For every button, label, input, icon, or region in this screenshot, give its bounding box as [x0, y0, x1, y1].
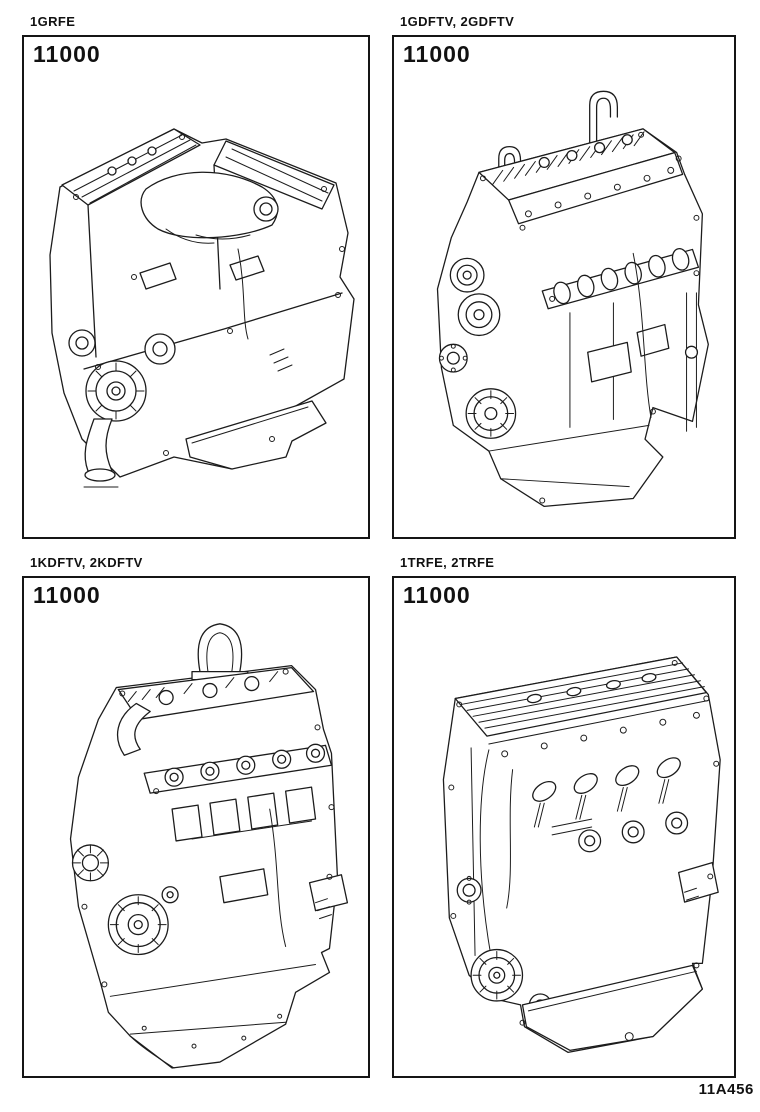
part-number-label: 11000	[403, 41, 471, 67]
part-number-label: 11000	[403, 582, 471, 608]
panel-1kdftv-2kdftv	[22, 553, 370, 1078]
panel-1gdftv-2gdftv	[392, 12, 736, 539]
part-number-label: 11000	[33, 41, 101, 67]
engine-code-label: 1GDFTV, 2GDFTV	[400, 14, 515, 29]
engine-code-label: 1TRFE, 2TRFE	[400, 555, 495, 570]
inline4-diesel-engine-illustration	[394, 37, 734, 537]
panel-box	[392, 35, 736, 539]
panel-box	[392, 576, 736, 1078]
inline4-diesel-engine-lifting-eye-illustration	[24, 578, 368, 1076]
engine-code-label: 1GRFE	[30, 14, 76, 29]
inline4-gasoline-engine-illustration	[394, 578, 734, 1076]
panel-box	[22, 576, 370, 1078]
part-number-label: 11000	[33, 582, 101, 608]
panel-1trfe-2trfe	[392, 553, 736, 1078]
figure-code: 11A456	[698, 1081, 754, 1098]
v6-engine-illustration	[24, 37, 368, 537]
panel-1grfe	[22, 12, 370, 539]
engine-code-label: 1KDFTV, 2KDFTV	[30, 555, 143, 570]
panel-box	[22, 35, 370, 539]
